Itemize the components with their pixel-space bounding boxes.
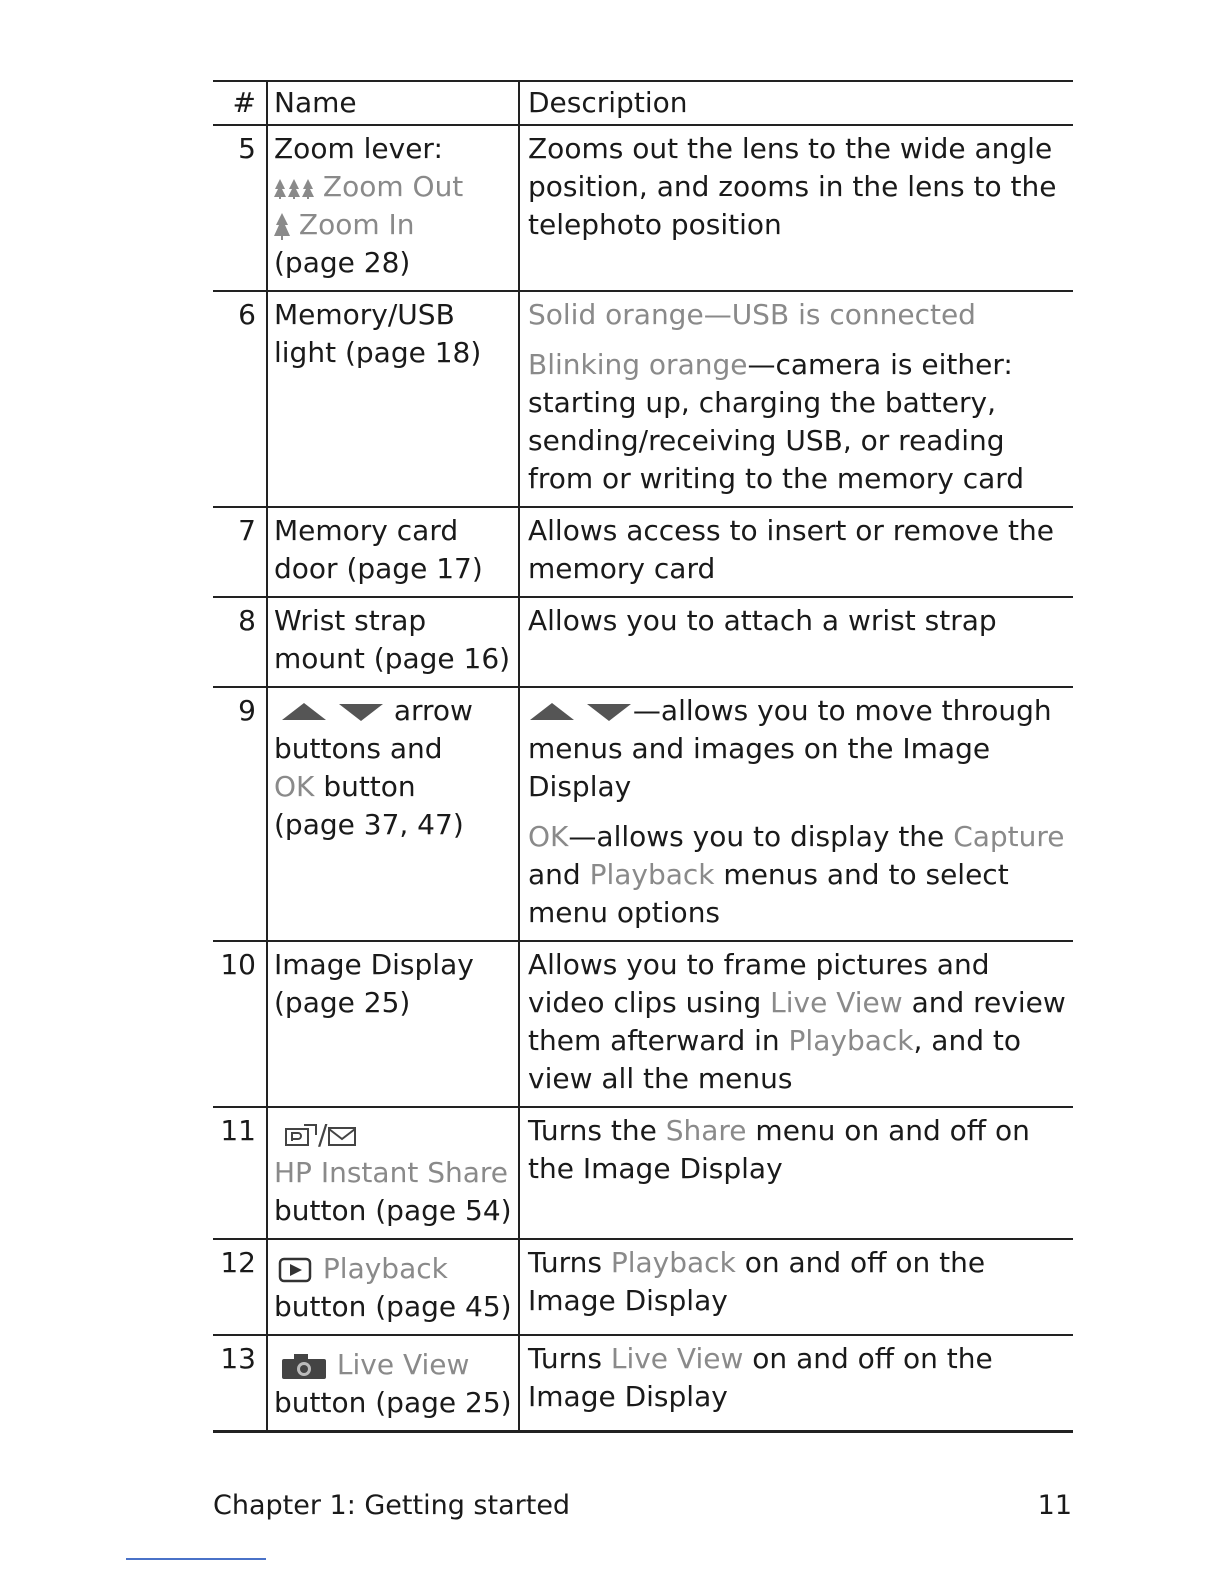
row-number: 7 (213, 507, 267, 597)
zoom-in-line (274, 206, 512, 244)
desc-text: , and to view all the menus (528, 1024, 1021, 1095)
hp-instant-share-icon (284, 1123, 318, 1149)
down-arrow-icon (585, 702, 633, 722)
live-view-line (274, 1340, 512, 1384)
row-description (519, 1335, 1073, 1432)
zoom-in-label: Zoom In (298, 208, 415, 241)
zoom-out-label: Zoom Out (322, 170, 464, 203)
ok-term: OK (528, 820, 569, 853)
arrow-line (274, 692, 512, 730)
row-description: Allows you to attach a wrist strap (519, 597, 1073, 687)
capture-term: Capture (953, 820, 1065, 853)
row-description: Allows access to insert or remove the memory card (519, 507, 1073, 597)
desc-paragraph (528, 818, 1067, 932)
desc-text: and review them afterward in (528, 986, 1066, 1057)
name-line: Zoom lever: (274, 132, 443, 165)
row-name (267, 1335, 519, 1432)
live-view-term: Live View (610, 1342, 744, 1375)
header-name: Name (267, 81, 519, 125)
row-name: Image Display (page 25) (267, 941, 519, 1107)
down-arrow-icon (337, 702, 385, 722)
up-arrow-icon (280, 702, 328, 722)
zoom-out-line (274, 168, 512, 206)
envelope-icon (327, 1125, 357, 1147)
desc-text: —allows you to display the (568, 820, 954, 853)
table-row (213, 597, 1073, 687)
desc-paragraph (528, 692, 1067, 806)
desc-text: and (528, 858, 590, 891)
live-view-label: Live View (336, 1348, 470, 1381)
name-text: button (323, 770, 416, 803)
footer-page-number: 11 (1037, 1490, 1072, 1521)
blue-underline-mark (126, 1558, 266, 1560)
desc-text: Turns the (528, 1114, 666, 1147)
row-description (519, 291, 1073, 507)
table-row (213, 1335, 1073, 1432)
row-description (519, 1107, 1073, 1239)
playback-line (274, 1244, 512, 1288)
row-description: Zooms out the lens to the wide angle position, and zooms in the lens to the telephoto position (519, 125, 1073, 291)
ok-label: OK (274, 770, 315, 803)
row-name (267, 1107, 519, 1239)
row-description (519, 941, 1073, 1107)
desc-text: menus and to select menu options (528, 858, 1009, 929)
name-line: button (page 25) (274, 1386, 512, 1419)
zoom-out-trees-icon (274, 177, 314, 199)
desc-text: —camera is either: starting up, charging the battery, sending/receiving USB, or reading from or writing to the memory card (528, 348, 1025, 495)
share-icons-line: / (274, 1112, 512, 1154)
row-name: Wrist strap mount (page 16) (267, 597, 519, 687)
live-view-term: Live View (770, 986, 903, 1019)
row-number: 12 (213, 1239, 267, 1335)
row-number: 13 (213, 1335, 267, 1432)
header-number: # (213, 81, 267, 125)
row-number: 11 (213, 1107, 267, 1239)
desc-text: Turns (528, 1342, 611, 1375)
share-term: Share (665, 1114, 747, 1147)
row-name (267, 125, 519, 291)
row-name (267, 687, 519, 941)
table-row (213, 507, 1073, 597)
camera-icon (278, 1351, 328, 1381)
row-number: 5 (213, 125, 267, 291)
name-line (274, 768, 512, 806)
table-row (213, 125, 1073, 291)
table-row (213, 291, 1073, 507)
table-row (213, 1239, 1073, 1335)
desc-paragraph (528, 346, 1067, 498)
playback-term: Playback (589, 858, 715, 891)
name-line: button (page 54) (274, 1194, 512, 1227)
name-line: (page 28) (274, 246, 411, 279)
table-header-row (213, 81, 1073, 125)
row-number: 9 (213, 687, 267, 941)
desc-text: on and off on the Image Display (528, 1246, 986, 1317)
row-name: Memory card door (page 17) (267, 507, 519, 597)
name-text: arrow (393, 694, 473, 727)
desc-text: Allows you to frame pictures and video clips using (528, 948, 990, 1019)
playback-icon (278, 1256, 314, 1284)
row-description (519, 1239, 1073, 1335)
up-arrow-icon (528, 702, 576, 722)
desc-paragraph (528, 296, 1067, 334)
row-number: 8 (213, 597, 267, 687)
desc-text: on and off on the Image Display (528, 1342, 993, 1413)
zoom-in-tree-icon (274, 212, 290, 240)
desc-text: Turns (528, 1246, 611, 1279)
desc-text: menu on and off on the Image Display (528, 1114, 1030, 1185)
row-description (519, 687, 1073, 941)
table-row (213, 1107, 1073, 1239)
row-name (267, 1239, 519, 1335)
row-name: Memory/USB light (page 18) (267, 291, 519, 507)
table-row (213, 687, 1073, 941)
row-number: 6 (213, 291, 267, 507)
header-description: Description (519, 81, 1073, 125)
playback-term: Playback (610, 1246, 736, 1279)
table-row (213, 941, 1073, 1107)
name-line: buttons and (274, 732, 443, 765)
footer-chapter: Chapter 1: Getting started (213, 1490, 571, 1521)
hp-instant-share-label: HP Instant Share (274, 1156, 508, 1189)
playback-term: Playback (788, 1024, 914, 1057)
blinking-orange-term: Blinking orange (528, 348, 748, 381)
desc-text: —allows you to move through menus and images on the Image Display (528, 694, 1052, 803)
name-line: (page 37, 47) (274, 808, 464, 841)
reference-table (213, 80, 1073, 1433)
desc-text: —USB is connected (703, 298, 976, 331)
name-line: button (page 45) (274, 1290, 512, 1323)
row-number: 10 (213, 941, 267, 1107)
playback-label: Playback (322, 1252, 448, 1285)
solid-orange-term: Solid orange (528, 298, 704, 331)
